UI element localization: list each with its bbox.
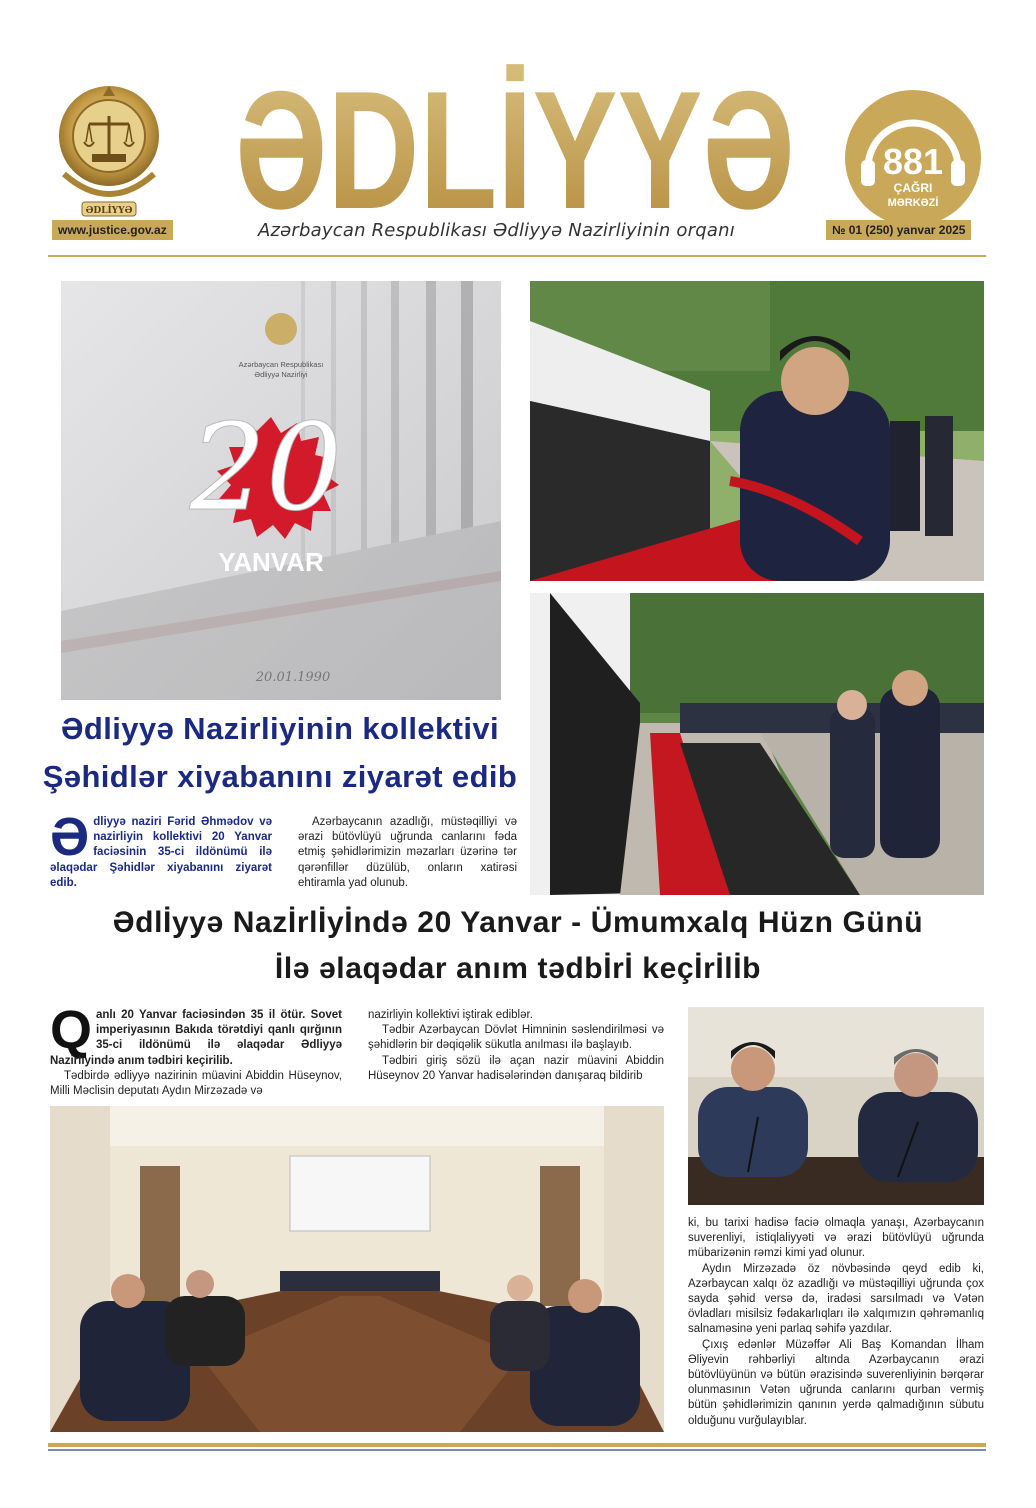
lead-visit: dliyyə naziri Fərid Əhmədov və nazirliyin kollektivi 20 Yanvar faciəsinin 35-ci ildönümü ilə əlaqədar Şəhidlər xiyabanını ziyarət edib. [50,816,272,889]
masthead-divider [48,255,986,257]
paragraph: Tədbirdə ədliyyə nazirinin müavini Abiddin Hüseynov, Milli Məclisin deputatı Aydın Mirzəzadə və [50,1069,342,1098]
paragraph: nazirliyin kollektivi iştirak ediblər. [368,1009,533,1021]
poster-word: YANVAR [218,547,324,577]
masthead [48,30,988,260]
emblem-label: ƏDLİYYƏ [85,206,133,216]
lead-commemoration: anlı 20 Yanvar faciəsindən 35 il ötür. Sovet imperiyasının Bakıda törətdiyi qanlı qırğının 35-ci ildönümü ilə əlaqədar Ədliyyə Nazirliyində anım tədbiri keçirilib. [50,1009,342,1067]
poster-number: 20 [189,399,343,538]
article-commemoration-col2 [368,1008,664,1084]
ministry-emblem [54,74,164,224]
dropcap-commemoration: Q [50,1000,93,1060]
call-center-label-1: ÇAĞRI [893,181,933,195]
poster-ministry-line2: Ədliyyə Nazirliyi [254,370,308,379]
paragraph: Aydın Mirzəzadə öz növbəsində qeyd edib ki, Azərbaycan xalqı öz azadlığı və müstəqilliyi uğrunda çox sayda şəhid versə də, iradəsi sarsılmadı və Vətən övladları misilsiz fədakarlıqları ilə xalqımızın qəhrəmanlıq salnaməsinə yeni parlaq səhifə yazdılar. [688,1262,984,1336]
photo-martyrs-alley [530,593,984,895]
headline-visit-line2: Şəhidlər xiyabanını ziyarət edib [42,759,518,794]
article-commemoration-col1 [50,1000,342,1099]
photo-speakers [688,1007,984,1205]
photo-meeting-hall [50,1106,664,1432]
headline-commemoration-line1: Ədlİyyə Nazİrlİyİndə 20 Yanvar - Ümumxalq Hüzn Günü [112,906,924,939]
website-link[interactable]: www.justice.gov.az [52,220,173,240]
article-commemoration-col3 [688,1216,984,1429]
footer-divider-secondary [48,1449,986,1451]
newspaper-title [233,58,798,228]
article-visit-lead [50,807,272,891]
issue-number: № 01 (250) yanvar 2025 [826,220,971,240]
paragraph: Tədbiri giriş sözü ilə açan nazir müavini Abiddin Hüseynov 20 Yanvar hadisələrindən danışaraq bildirib [368,1054,664,1082]
headline-visit [40,705,520,801]
headline-commemoration [30,900,1006,992]
footer-divider [48,1443,986,1447]
paragraph: Çıxış edənlər Müzəffər Ali Baş Komandan İlham Əliyevin rəhbərliyi altında Azərbaycanın ərazi bütövlüyünün və bütün ərazisində suverenliyinin bərqərar olunmasının Vətən uğrunda canlarını qurban vermiş bütün şəhidlərimizin qanının yerdə qalmadığının sübutu olduğunu vurğulayıblar. [688,1338,984,1427]
paragraph: Azərbaycanın azadlığı, müstəqilliyi və ərazi bütövlüyü uğrunda canlarını fəda etmiş şəhidlərimizin məzarları üzərinə tər qərənfillər düzülüb, onların xatirəsi ehtiramla yad olunub. [298,816,517,889]
article-visit-body [298,815,517,891]
headline-visit-line1: Ədliyyə Nazirliyinin kollektivi [60,711,500,746]
memorial-poster [61,281,501,700]
svg-text:ƏDLİYYƏ: ƏDLİYYƏ [235,58,795,228]
photo-minister-laying-flowers [530,281,984,581]
dropcap-visit: Ə [50,807,90,867]
call-center-number: 881 [882,141,944,182]
poster-date: 20.01.1990 [255,670,331,685]
call-center-badge [843,88,983,228]
tagline: Azərbaycan Respublikası Ədliyyə Nazirliyinin orqanı [258,220,735,241]
poster-ministry-line1: Azərbaycan Respublikası [238,360,324,369]
paragraph: Tədbir Azərbaycan Dövlət Himninin səslendirilməsi və şəhidlərin bir dəqiqəlik sükutla anılması ilə başlayıb. [368,1024,664,1052]
headline-commemoration-line2: İlə əlaqədar anım tədbİrİ keçİrİlİb [274,952,762,985]
call-center-label-2: MƏRKƏZİ [887,197,939,209]
paragraph: ki, bu tarixi hadisə faciə olmaqla yanaşı, Azərbaycanın suverenliyi, istiqlaliyyəti və ərazi bütövlüyü uğrunda mübarizənin rəmzi kimi yad olunur. [688,1217,984,1260]
